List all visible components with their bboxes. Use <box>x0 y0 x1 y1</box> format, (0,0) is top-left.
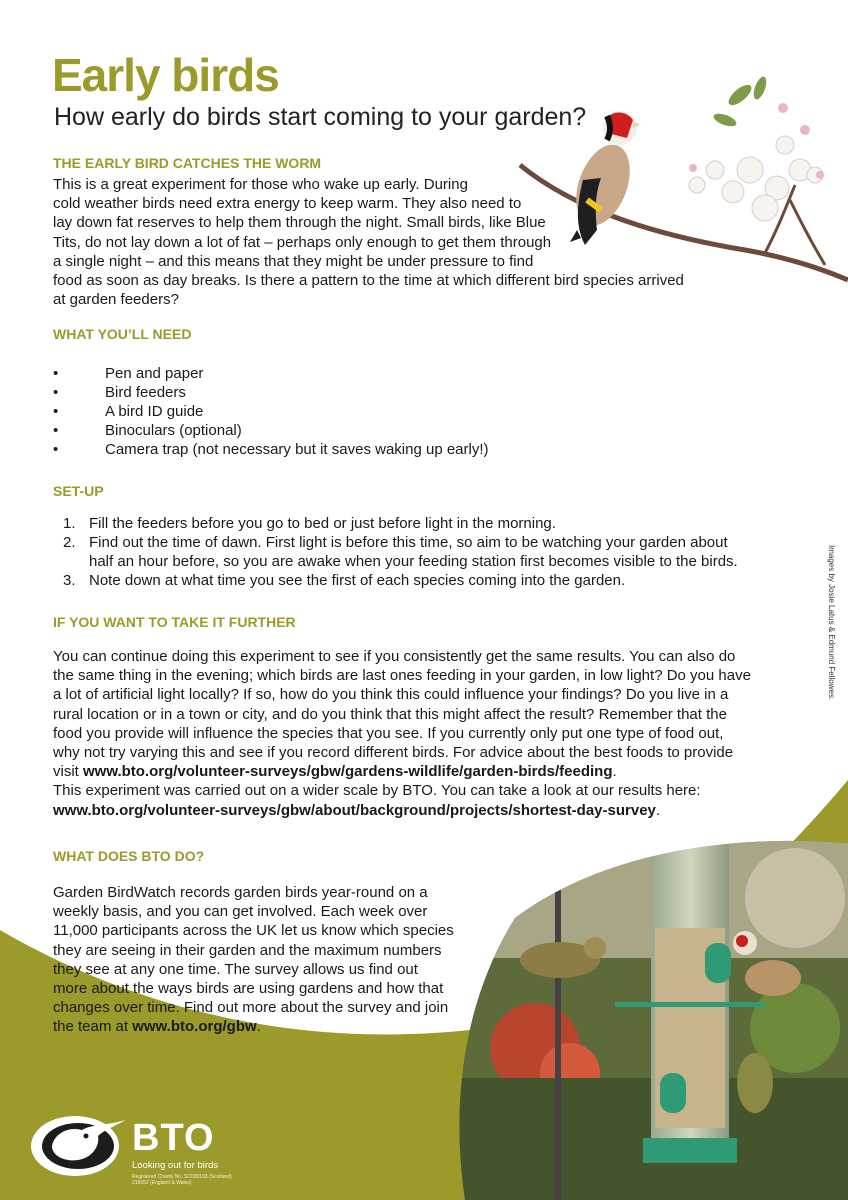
bto-logo-name: BTO <box>132 1117 215 1159</box>
further-paragraph: You can continue doing this experiment to see if you consistently get the same results. You can also do the same thing in the evening; which birds are last ones feeding in your garden, in low light? Do you have a lot of artificial light locally? If so, how do you think this could influence your findings? Do you live in a rural location or in a town or city, and do you think that this might affect the result? Remember that the food you provide will influence the species that you see. If you currently only put one type of food out, why not try varying this and see if you record different birds. For advice about the best foods to provide visit www.bto.org/volunteer-surveys/gbw/gardens-wildlife/garden-birds/feeding. This experiment was carried out on a wider scale by BTO. You can take a look at our results here: www.bto.org/volunteer-surveys/gbw/about/background/projects/shortest-day-survey. <box>53 648 751 819</box>
charity-number: Registered Charity No. SC039193 (Scotland) 216652 (England & Wales) <box>132 1174 232 1186</box>
list-item: • Binoculars (optional) <box>53 421 489 440</box>
bto-logo-icon <box>30 1112 130 1180</box>
heading-take-it-further: IF YOU WANT TO TAKE IT FURTHER <box>53 614 296 630</box>
gbw-link[interactable]: www.bto.org/gbw <box>132 1018 257 1036</box>
page-title: Early birds <box>52 49 279 101</box>
step-text: Find out the time of dawn. First light is before this time, so aim to be watching your garden about half an hour before, so you are awake when your feeding station first becomes visible to the birds. <box>89 534 738 570</box>
step-number: 3. <box>63 572 76 589</box>
heading-early-bird: THE EARLY BIRD CATCHES THE WORM <box>53 155 322 171</box>
heading-what-you-need: WHAT YOU’LL NEED <box>53 326 192 342</box>
step-number: 2. <box>63 534 76 551</box>
list-item: • Pen and paper <box>53 364 489 383</box>
list-item: • Camera trap (not necessary but it saves waking up early!) <box>53 440 489 459</box>
results-link[interactable]: www.bto.org/volunteer-surveys/gbw/about/background/projects/shortest-day-survey <box>53 801 656 819</box>
step-item <box>53 571 743 590</box>
heading-what-does-bto-do: WHAT DOES BTO DO? <box>53 848 205 864</box>
equipment-list <box>53 364 489 459</box>
list-item: • A bird ID guide <box>53 402 489 421</box>
heading-set-up: SET-UP <box>53 483 104 499</box>
image-credit: Images by Josie Latus & Edmund Fellowes. <box>827 545 836 701</box>
page-subtitle: How early do birds start coming to your garden? <box>54 103 587 131</box>
step-number: 1. <box>63 515 76 532</box>
intro-paragraph: This is a great experiment for those who wake up early. During cold weather birds need extra energy to keep warm. They also need to lay down fat reserves to help them through the night. Small birds, like Blue Tits, do not lay down a lot of fat – perhaps only enough to get them through a single night – and this means that they might be under pressure to find food as soon as day breaks. Is there a pattern to the time at which different bird species arrived at garden feeders? <box>53 176 684 309</box>
feeding-link[interactable]: www.bto.org/volunteer-surveys/gbw/gardens-wildlife/garden-birds/feeding <box>83 763 613 781</box>
bto-tagline: Looking out for birds <box>132 1160 219 1171</box>
bird-feeder-photo <box>455 838 848 1200</box>
step-item <box>53 533 743 571</box>
step-text: Fill the feeders before you go to bed or just before light in the morning. <box>89 515 556 532</box>
list-item: • Bird feeders <box>53 383 489 402</box>
step-item <box>53 514 743 533</box>
setup-steps <box>53 514 743 590</box>
step-text: Note down at what time you see the first of each species coming into the garden. <box>89 572 626 589</box>
bto-paragraph: Garden BirdWatch records garden birds year-round on a weekly basis, and you can get involved. Each week over 11,000 participants across the UK let us know which species they are seeing in their garden and the maximum numbers they see at any one time. The survey allows us find out more about the ways birds are using gardens and how that changes over time. Find out more about the survey and join the team at www.bto.org/gbw. <box>53 884 454 1036</box>
